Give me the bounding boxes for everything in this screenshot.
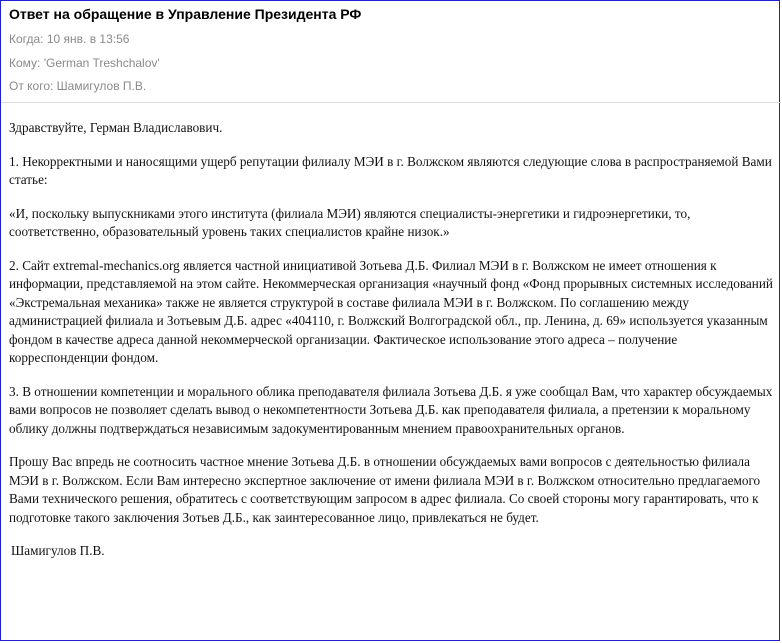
email-header: [1, 1, 781, 103]
paragraph-3: 3. В отношении компетенции и морального облика преподавателя филиала Зотьева Д.Б. я уже сообщал Вам, что характер обсуждаемых вами вопросов не позволяет сделать вывод о некомпетентности Зотьева Д.Б. как преподавателя филиала, а претензии к моральному облику должны подтверждаться независимым задокументированным мнением правоохранительных органов.: [9, 383, 773, 436]
quoted-statement: «И, поскольку выпускниками этого института (филиала МЭИ) являются специалисты-энергетики и гидроэнергетики, то, соответственно, образовательный уровень таких специалистов крайне низок.»: [9, 205, 691, 239]
greeting: Здравствуйте, Герман Владиславович.: [9, 120, 223, 135]
email-subject: Ответ на обращение в Управление Президента РФ: [9, 6, 362, 22]
paragraph-1: 1. Некорректными и наносящими ущерб репутации филиалу МЭИ в г. Волжском являются следующие слова в распространяемой Вами статье:: [9, 153, 772, 187]
email-recipient: Кому: 'German Treshchalov': [9, 56, 160, 70]
email-sender: От кого: Шамигулов П.В.: [9, 79, 147, 93]
paragraph-4: Прошу Вас впредь не соотносить частное мнение Зотьева Д.Б. в отношении обсуждаемых вами вопросов с деятельностью филиала МЭИ в г. Волжском. Если Вам интересно экспертное заключение от имени филиала МЭИ в г. Волжском относительно предлагаемого Вами технического решения, обратитесь с соответствующим запросом в адрес филиала. Со своей стороны могу гарантировать, что к подготовке такого заключения Зотьев Д.Б., как заинтересованное лицо, привлекаться не будет.: [9, 454, 761, 525]
email-date: Когда: 10 янв. в 13:56: [9, 32, 130, 46]
paragraph-2: 2. Сайт extremal-mechanics.org является частной инициативой Зотьева Д.Б. Филиал МЭИ в г. Волжском не имеет отношения к информации, представляемой на этом сайте. Некоммерческая организация «научный фонд «Фонд прорывных системных исследований «Экстремальная механика» также не является структурой в составе филиала МЭИ в г. Волжском. По соглашению между администрацией филиала и Зотьевым Д.Б. адрес «404110, г. Волжский Волгоградской обл., пр. Ленина, д. 69» используется указанным фондом в качестве адреса данной некоммерческой организации. Фактическое использование этого адреса – получение корреспонденции фондом.: [9, 257, 773, 365]
email-body: [9, 119, 773, 576]
signature: Шамигулов П.В.: [11, 543, 105, 558]
